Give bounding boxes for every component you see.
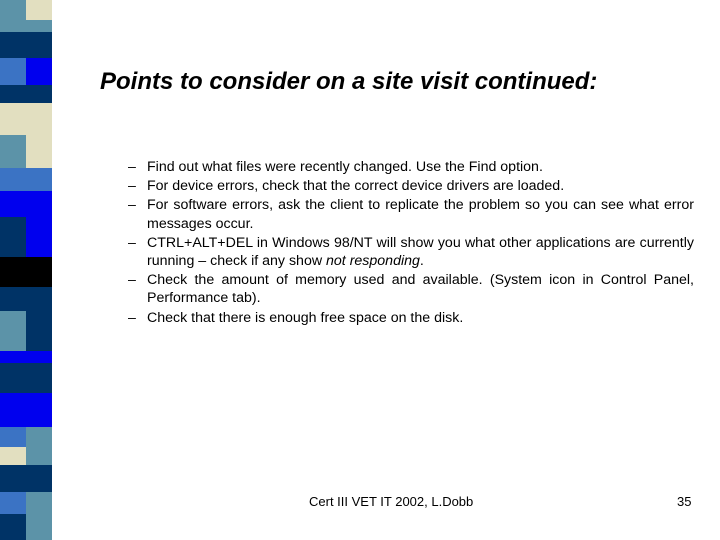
stripe-notch <box>26 217 52 257</box>
stripe-notch <box>26 58 52 85</box>
bullet-item <box>128 196 694 232</box>
bullet-tail: . <box>419 253 424 270</box>
bullet-item <box>128 309 694 327</box>
bullet-text: Check the amount of memory used and available. (System icon in Control Panel, Performance tab). <box>147 272 694 307</box>
stripe-notch <box>26 427 52 465</box>
bullet-dash: – <box>128 234 136 251</box>
stripe-block <box>0 168 52 191</box>
stripe-notch <box>26 311 52 351</box>
slide-title: Points to consider on a site visit continued: <box>100 68 598 95</box>
bullet-text: For software errors, ask the client to replicate the problem so you can see what error messages occur. <box>147 197 694 232</box>
stripe-block <box>0 85 52 103</box>
bullet-dash: – <box>128 159 136 175</box>
bullet-dash: – <box>128 309 136 326</box>
stripe-block <box>0 287 52 311</box>
bullet-emphasis: not responding <box>326 253 420 270</box>
stripe-block <box>0 363 52 393</box>
stripe-notch <box>26 135 52 168</box>
stripe-block <box>0 351 52 363</box>
stripe-block <box>0 393 52 427</box>
bullet-item <box>128 234 694 270</box>
stripe-notch <box>26 492 52 540</box>
bullet-item <box>128 177 694 195</box>
stripe-block <box>0 465 52 492</box>
bullet-list <box>128 158 694 328</box>
stripe-block <box>0 191 52 217</box>
bullet-dash: – <box>128 178 136 195</box>
bullet-item <box>128 158 694 176</box>
stripe-block <box>0 103 52 135</box>
slide-footer: Cert III VET IT 2002, L.Dobb <box>309 494 474 509</box>
stripe-block <box>0 32 52 58</box>
bullet-item <box>128 271 694 307</box>
bullet-text: Check that there is enough free space on the disk. <box>147 309 464 326</box>
bullet-text: CTRL+ALT+DEL in Windows 98/NT will show you what other applications are currently running – check if any show <box>147 234 694 270</box>
slide-number: 35 <box>677 494 692 509</box>
bullet-dash: – <box>128 197 136 214</box>
bullet-text: Find out what files were recently changed. Use the Find option. <box>147 159 543 175</box>
bullet-text: For device errors, check that the correct device drivers are loaded. <box>147 178 565 195</box>
stripe-block <box>0 257 52 287</box>
bullet-dash: – <box>128 272 136 289</box>
decorative-side-stripe <box>0 0 52 540</box>
stripe-notch <box>26 0 52 20</box>
